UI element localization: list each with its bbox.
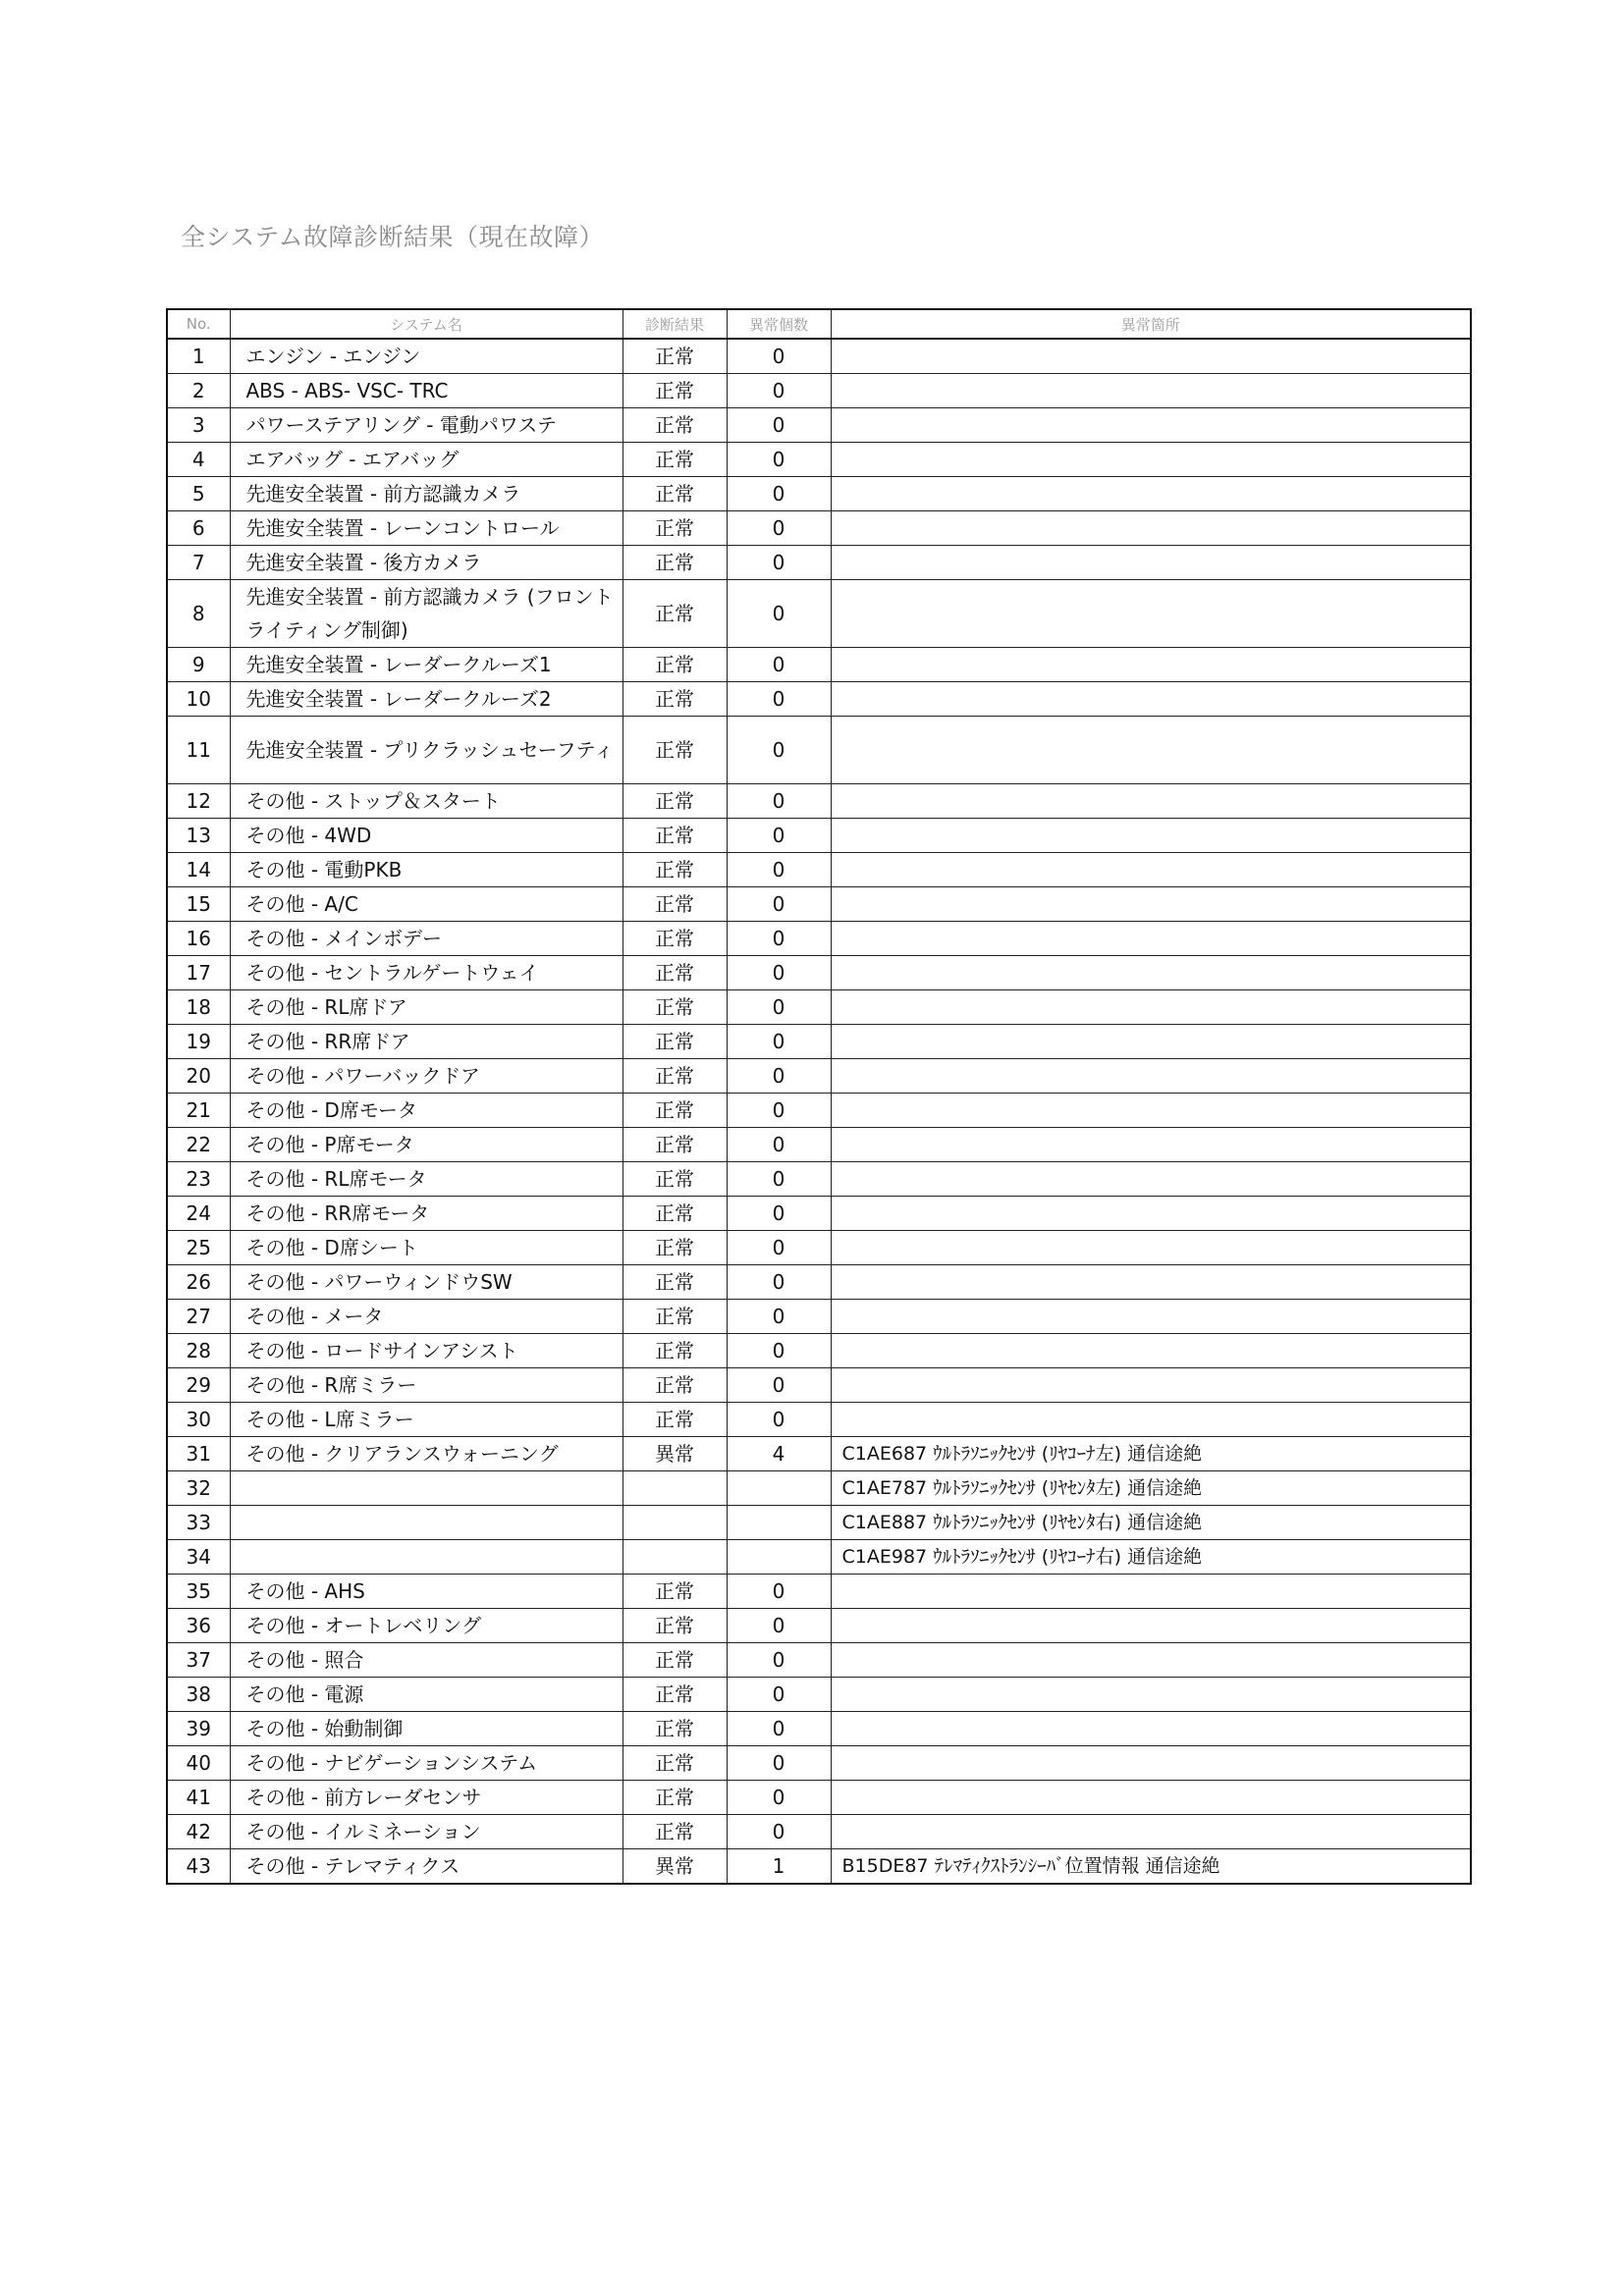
cell-abnormal-location — [831, 922, 1471, 956]
cell-result: 正常 — [623, 546, 727, 580]
table-row — [167, 1643, 1471, 1678]
table-row — [167, 717, 1471, 784]
table-row — [167, 1849, 1471, 1885]
cell-result: 正常 — [623, 443, 727, 477]
cell-abnormal-count: 1 — [727, 1849, 831, 1885]
cell-no: 39 — [167, 1712, 230, 1746]
cell-result: 正常 — [623, 1712, 727, 1746]
cell-abnormal-count: 0 — [727, 1197, 831, 1231]
cell-no: 34 — [167, 1540, 230, 1575]
cell-abnormal-location — [831, 1815, 1471, 1849]
cell-no: 41 — [167, 1781, 230, 1815]
cell-system-name: 先進安全装置 - レーンコントロール — [230, 511, 623, 546]
cell-result: 正常 — [623, 1128, 727, 1162]
cell-abnormal-count: 0 — [727, 853, 831, 887]
table-row — [167, 374, 1471, 408]
cell-system-name: その他 - オートレベリング — [230, 1609, 623, 1643]
table-row — [167, 1540, 1471, 1575]
cell-result: 正常 — [623, 339, 727, 374]
cell-result: 正常 — [623, 853, 727, 887]
table-row — [167, 1128, 1471, 1162]
cell-system-name: その他 - RL席ドア — [230, 990, 623, 1025]
cell-abnormal-location — [831, 819, 1471, 853]
cell-abnormal-location: C1AE687 ｳﾙﾄﾗｿﾆｯｸｾﾝｻ (ﾘﾔｺｰﾅ左) 通信途絶 — [831, 1437, 1471, 1471]
cell-result: 正常 — [623, 511, 727, 546]
table-row — [167, 580, 1471, 648]
cell-abnormal-count: 0 — [727, 1815, 831, 1849]
cell-result — [623, 1471, 727, 1506]
cell-abnormal-count: 0 — [727, 990, 831, 1025]
cell-no: 12 — [167, 784, 230, 819]
cell-system-name: その他 - クリアランスウォーニング — [230, 1437, 623, 1471]
table-row — [167, 1059, 1471, 1094]
cell-no: 38 — [167, 1678, 230, 1712]
cell-abnormal-location — [831, 1231, 1471, 1265]
cell-abnormal-count: 0 — [727, 1609, 831, 1643]
table-row — [167, 956, 1471, 990]
table-row — [167, 1368, 1471, 1403]
cell-abnormal-count — [727, 1540, 831, 1575]
cell-result: 正常 — [623, 1197, 727, 1231]
cell-abnormal-location — [831, 1781, 1471, 1815]
cell-system-name: その他 - イルミネーション — [230, 1815, 623, 1849]
cell-system-name: 先進安全装置 - レーダークルーズ2 — [230, 682, 623, 717]
table-row — [167, 648, 1471, 682]
table-row — [167, 1231, 1471, 1265]
cell-abnormal-count: 0 — [727, 784, 831, 819]
cell-abnormal-count: 0 — [727, 477, 831, 511]
cell-abnormal-count: 0 — [727, 1128, 831, 1162]
cell-no: 29 — [167, 1368, 230, 1403]
cell-abnormal-location — [831, 511, 1471, 546]
cell-no: 21 — [167, 1094, 230, 1128]
cell-abnormal-location: C1AE987 ｳﾙﾄﾗｿﾆｯｸｾﾝｻ (ﾘﾔｺｰﾅ右) 通信途絶 — [831, 1540, 1471, 1575]
cell-no: 24 — [167, 1197, 230, 1231]
table-row — [167, 546, 1471, 580]
cell-abnormal-count: 0 — [727, 339, 831, 374]
cell-abnormal-count: 0 — [727, 1059, 831, 1094]
cell-abnormal-location — [831, 1162, 1471, 1197]
cell-abnormal-count: 0 — [727, 580, 831, 648]
cell-abnormal-location — [831, 1746, 1471, 1781]
cell-system-name: その他 - セントラルゲートウェイ — [230, 956, 623, 990]
cell-result: 正常 — [623, 956, 727, 990]
cell-abnormal-count: 0 — [727, 511, 831, 546]
cell-result: 正常 — [623, 1265, 727, 1300]
cell-system-name: その他 - RR席ドア — [230, 1025, 623, 1059]
diagnosis-table — [166, 308, 1472, 1885]
cell-result: 正常 — [623, 682, 727, 717]
cell-abnormal-count: 0 — [727, 1368, 831, 1403]
table-row — [167, 1334, 1471, 1368]
cell-result: 正常 — [623, 580, 727, 648]
header-no: No. — [167, 309, 230, 339]
cell-system-name: 先進安全装置 - 後方カメラ — [230, 546, 623, 580]
cell-no: 8 — [167, 580, 230, 648]
cell-abnormal-count: 0 — [727, 1403, 831, 1437]
cell-system-name: その他 - R席ミラー — [230, 1368, 623, 1403]
cell-abnormal-location — [831, 717, 1471, 784]
cell-no: 2 — [167, 374, 230, 408]
cell-system-name — [230, 1506, 623, 1540]
cell-result: 正常 — [623, 1609, 727, 1643]
cell-system-name: その他 - 照合 — [230, 1643, 623, 1678]
cell-abnormal-location — [831, 1712, 1471, 1746]
cell-system-name: その他 - ナビゲーションシステム — [230, 1746, 623, 1781]
cell-abnormal-location — [831, 1025, 1471, 1059]
cell-abnormal-count: 0 — [727, 374, 831, 408]
cell-no: 33 — [167, 1506, 230, 1540]
table-row — [167, 1437, 1471, 1471]
cell-abnormal-location — [831, 1128, 1471, 1162]
cell-system-name: その他 - パワーバックドア — [230, 1059, 623, 1094]
cell-result: 正常 — [623, 922, 727, 956]
table-row — [167, 1781, 1471, 1815]
cell-no: 10 — [167, 682, 230, 717]
cell-result: 正常 — [623, 1643, 727, 1678]
cell-system-name: その他 - D席モータ — [230, 1094, 623, 1128]
cell-result: 正常 — [623, 1403, 727, 1437]
cell-no: 27 — [167, 1300, 230, 1334]
cell-result: 正常 — [623, 1094, 727, 1128]
table-row — [167, 1609, 1471, 1643]
cell-abnormal-location — [831, 784, 1471, 819]
cell-result: 正常 — [623, 1368, 727, 1403]
cell-abnormal-count: 0 — [727, 408, 831, 443]
cell-result: 正常 — [623, 887, 727, 922]
table-row — [167, 1746, 1471, 1781]
table-row — [167, 1300, 1471, 1334]
table-row — [167, 408, 1471, 443]
cell-no: 30 — [167, 1403, 230, 1437]
header-result: 診断結果 — [623, 309, 727, 339]
table-row — [167, 1094, 1471, 1128]
cell-system-name: その他 - D席シート — [230, 1231, 623, 1265]
cell-abnormal-location — [831, 1609, 1471, 1643]
cell-system-name: その他 - テレマティクス — [230, 1849, 623, 1885]
cell-abnormal-count: 0 — [727, 1678, 831, 1712]
cell-result: 正常 — [623, 1231, 727, 1265]
cell-no: 11 — [167, 717, 230, 784]
header-system-name: システム名 — [230, 309, 623, 339]
table-row — [167, 443, 1471, 477]
cell-system-name: その他 - A/C — [230, 887, 623, 922]
cell-system-name: その他 - ストップ＆スタート — [230, 784, 623, 819]
cell-no: 28 — [167, 1334, 230, 1368]
table-row — [167, 1265, 1471, 1300]
table-row — [167, 887, 1471, 922]
cell-no: 42 — [167, 1815, 230, 1849]
table-row — [167, 339, 1471, 374]
cell-abnormal-location — [831, 853, 1471, 887]
cell-abnormal-location — [831, 546, 1471, 580]
cell-no: 6 — [167, 511, 230, 546]
table-row — [167, 1197, 1471, 1231]
cell-abnormal-location — [831, 1094, 1471, 1128]
cell-abnormal-count: 0 — [727, 648, 831, 682]
cell-no: 35 — [167, 1575, 230, 1609]
cell-system-name: その他 - RR席モータ — [230, 1197, 623, 1231]
cell-system-name: その他 - L席ミラー — [230, 1403, 623, 1437]
cell-no: 23 — [167, 1162, 230, 1197]
page-title: 全システム故障診断結果（現在故障） — [181, 223, 605, 251]
cell-no: 19 — [167, 1025, 230, 1059]
table-row — [167, 1815, 1471, 1849]
cell-result: 正常 — [623, 990, 727, 1025]
table-row — [167, 1162, 1471, 1197]
header-abnormal-count: 異常個数 — [727, 309, 831, 339]
cell-abnormal-location — [831, 477, 1471, 511]
cell-system-name: その他 - パワーウィンドウSW — [230, 1265, 623, 1300]
cell-result: 正常 — [623, 374, 727, 408]
cell-system-name: その他 - 電動PKB — [230, 853, 623, 887]
cell-abnormal-count: 0 — [727, 1094, 831, 1128]
cell-abnormal-count: 0 — [727, 1781, 831, 1815]
cell-no: 1 — [167, 339, 230, 374]
cell-abnormal-location — [831, 990, 1471, 1025]
cell-abnormal-count: 0 — [727, 922, 831, 956]
cell-result: 正常 — [623, 1059, 727, 1094]
table-row — [167, 1506, 1471, 1540]
cell-abnormal-location — [831, 1265, 1471, 1300]
cell-result: 正常 — [623, 408, 727, 443]
cell-no: 40 — [167, 1746, 230, 1781]
cell-result: 正常 — [623, 477, 727, 511]
table-row — [167, 1025, 1471, 1059]
cell-no: 7 — [167, 546, 230, 580]
cell-abnormal-location: C1AE787 ｳﾙﾄﾗｿﾆｯｸｾﾝｻ (ﾘﾔｾﾝﾀ左) 通信途絶 — [831, 1471, 1471, 1506]
cell-abnormal-count: 0 — [727, 1231, 831, 1265]
cell-abnormal-count: 4 — [727, 1437, 831, 1471]
cell-system-name: その他 - 4WD — [230, 819, 623, 853]
cell-system-name: その他 - P席モータ — [230, 1128, 623, 1162]
cell-abnormal-count: 0 — [727, 1643, 831, 1678]
cell-result: 正常 — [623, 1781, 727, 1815]
cell-no: 32 — [167, 1471, 230, 1506]
cell-system-name: 先進安全装置 - プリクラッシュセーフティ — [230, 717, 623, 784]
cell-result: 正常 — [623, 1575, 727, 1609]
table-header-row — [167, 309, 1471, 339]
cell-no: 9 — [167, 648, 230, 682]
cell-abnormal-location — [831, 956, 1471, 990]
cell-no: 25 — [167, 1231, 230, 1265]
cell-abnormal-location — [831, 1059, 1471, 1094]
cell-system-name: その他 - 始動制御 — [230, 1712, 623, 1746]
cell-system-name: その他 - 前方レーダセンサ — [230, 1781, 623, 1815]
cell-no: 22 — [167, 1128, 230, 1162]
cell-abnormal-location — [831, 408, 1471, 443]
table-row — [167, 477, 1471, 511]
cell-no: 37 — [167, 1643, 230, 1678]
cell-no: 36 — [167, 1609, 230, 1643]
cell-abnormal-location — [831, 1300, 1471, 1334]
cell-no: 17 — [167, 956, 230, 990]
cell-abnormal-location — [831, 1403, 1471, 1437]
cell-abnormal-location — [831, 443, 1471, 477]
table-row — [167, 1712, 1471, 1746]
cell-abnormal-count: 0 — [727, 443, 831, 477]
cell-abnormal-count: 0 — [727, 956, 831, 990]
cell-abnormal-location — [831, 374, 1471, 408]
cell-result: 正常 — [623, 1678, 727, 1712]
cell-abnormal-count: 0 — [727, 717, 831, 784]
table-row — [167, 1678, 1471, 1712]
cell-result: 正常 — [623, 1815, 727, 1849]
cell-abnormal-count: 0 — [727, 1025, 831, 1059]
cell-system-name: 先進安全装置 - レーダークルーズ1 — [230, 648, 623, 682]
cell-abnormal-location — [831, 648, 1471, 682]
cell-abnormal-count: 0 — [727, 546, 831, 580]
cell-system-name: その他 - メインボデー — [230, 922, 623, 956]
cell-result: 正常 — [623, 1162, 727, 1197]
cell-result: 正常 — [623, 784, 727, 819]
cell-result: 異常 — [623, 1437, 727, 1471]
cell-result: 正常 — [623, 819, 727, 853]
cell-abnormal-count — [727, 1506, 831, 1540]
cell-no: 16 — [167, 922, 230, 956]
table-row — [167, 1575, 1471, 1609]
cell-abnormal-count: 0 — [727, 1575, 831, 1609]
table-body — [167, 339, 1471, 1884]
cell-abnormal-count: 0 — [727, 1334, 831, 1368]
cell-result: 正常 — [623, 1300, 727, 1334]
table-row — [167, 511, 1471, 546]
cell-system-name — [230, 1540, 623, 1575]
cell-result: 正常 — [623, 717, 727, 784]
cell-no: 31 — [167, 1437, 230, 1471]
table-row — [167, 1471, 1471, 1506]
cell-no: 13 — [167, 819, 230, 853]
cell-no: 15 — [167, 887, 230, 922]
cell-system-name: 先進安全装置 - 前方認識カメラ (フロントライティング制御) — [230, 580, 623, 648]
cell-abnormal-count: 0 — [727, 682, 831, 717]
table-row — [167, 784, 1471, 819]
header-abnormal-location: 異常箇所 — [831, 309, 1471, 339]
cell-no: 3 — [167, 408, 230, 443]
table-row — [167, 990, 1471, 1025]
cell-result — [623, 1540, 727, 1575]
cell-no: 18 — [167, 990, 230, 1025]
table-row — [167, 1403, 1471, 1437]
cell-system-name: その他 - メータ — [230, 1300, 623, 1334]
cell-result: 正常 — [623, 1746, 727, 1781]
table-row — [167, 819, 1471, 853]
cell-abnormal-count: 0 — [727, 1265, 831, 1300]
cell-abnormal-count — [727, 1471, 831, 1506]
cell-abnormal-location — [831, 1334, 1471, 1368]
cell-result: 正常 — [623, 1334, 727, 1368]
cell-abnormal-count: 0 — [727, 1712, 831, 1746]
cell-abnormal-location — [831, 1643, 1471, 1678]
cell-abnormal-count: 0 — [727, 1746, 831, 1781]
cell-system-name: エンジン - エンジン — [230, 339, 623, 374]
cell-abnormal-count: 0 — [727, 887, 831, 922]
cell-abnormal-location: C1AE887 ｳﾙﾄﾗｿﾆｯｸｾﾝｻ (ﾘﾔｾﾝﾀ右) 通信途絶 — [831, 1506, 1471, 1540]
cell-no: 43 — [167, 1849, 230, 1885]
cell-abnormal-count: 0 — [727, 1162, 831, 1197]
cell-abnormal-location — [831, 682, 1471, 717]
cell-system-name: その他 - RL席モータ — [230, 1162, 623, 1197]
cell-abnormal-location — [831, 1678, 1471, 1712]
cell-system-name: パワーステアリング - 電動パワステ — [230, 408, 623, 443]
cell-no: 5 — [167, 477, 230, 511]
cell-abnormal-location — [831, 1575, 1471, 1609]
cell-abnormal-location — [831, 339, 1471, 374]
cell-abnormal-location: B15DE87 ﾃﾚﾏﾃｨｸｽﾄﾗﾝｼｰﾊﾞ位置情報 通信途絶 — [831, 1849, 1471, 1885]
cell-no: 4 — [167, 443, 230, 477]
table-row — [167, 682, 1471, 717]
cell-no: 26 — [167, 1265, 230, 1300]
cell-system-name: エアバッグ - エアバッグ — [230, 443, 623, 477]
table-row — [167, 853, 1471, 887]
cell-no: 20 — [167, 1059, 230, 1094]
cell-result: 異常 — [623, 1849, 727, 1885]
cell-abnormal-location — [831, 1368, 1471, 1403]
cell-system-name: その他 - AHS — [230, 1575, 623, 1609]
cell-result — [623, 1506, 727, 1540]
cell-abnormal-count: 0 — [727, 819, 831, 853]
cell-system-name: その他 - 電源 — [230, 1678, 623, 1712]
cell-system-name — [230, 1471, 623, 1506]
cell-result: 正常 — [623, 1025, 727, 1059]
cell-abnormal-location — [831, 580, 1471, 648]
cell-no: 14 — [167, 853, 230, 887]
cell-abnormal-count: 0 — [727, 1300, 831, 1334]
cell-result: 正常 — [623, 648, 727, 682]
cell-system-name: 先進安全装置 - 前方認識カメラ — [230, 477, 623, 511]
table-row — [167, 922, 1471, 956]
cell-system-name: ABS - ABS- VSC- TRC — [230, 374, 623, 408]
cell-abnormal-location — [831, 887, 1471, 922]
cell-abnormal-location — [831, 1197, 1471, 1231]
cell-system-name: その他 - ロードサインアシスト — [230, 1334, 623, 1368]
